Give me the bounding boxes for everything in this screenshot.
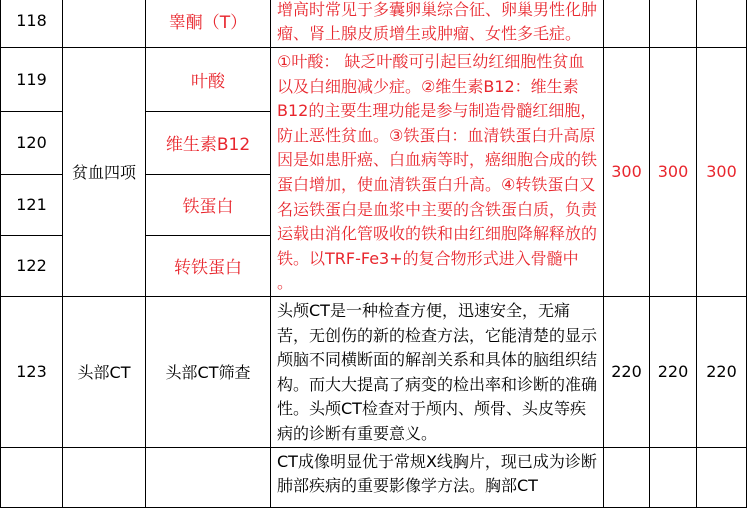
price-1: 220 — [604, 296, 650, 447]
price-2: 300 — [650, 48, 697, 297]
category-cell — [63, 0, 146, 48]
price-2: 220 — [650, 296, 697, 447]
anemia-description: ①叶酸： 缺乏叶酸可引起巨幼红细胞性贫血以及白细胞减少症。②维生素B12：维生素B12的主要生理功能是参与制造骨髓红细胞，防止恶性贫血。③铁蛋白：血清铁蛋白升高原因是如患肝癌、白血病等时，癌细胞合成的铁蛋白增加，使血清铁蛋白升高。④转铁蛋白又名运铁蛋白是血浆中主要的含铁蛋白质，负责运载由消化管吸收的铁和由红细胞降解释放的铁。以TRF-Fe3+的复合物形式进入骨髓中 。 — [271, 48, 604, 297]
item-name: 睾酮（T） — [146, 0, 271, 48]
item-name: 叶酸 — [146, 48, 271, 112]
item-name: 头部CT筛查 — [146, 296, 271, 447]
item-description: 增高时常见于多囊卵巢综合征、卵巢男性化肿瘤、肾上腺皮质增生或肿瘤、女性多毛症。 — [271, 0, 604, 48]
table-row — [1, 447, 747, 507]
table-row — [1, 0, 747, 48]
item-name: 维生素B12 — [146, 112, 271, 174]
row-number: 119 — [1, 48, 63, 112]
table-row — [1, 48, 747, 112]
item-name: 转铁蛋白 — [146, 235, 271, 296]
row-number: 120 — [1, 112, 63, 174]
item-name: 铁蛋白 — [146, 174, 271, 235]
price-3: 300 — [697, 48, 747, 297]
row-number: 123 — [1, 296, 63, 447]
item-description: 头颅CT是一种检查方便，迅速安全，无痛苦，无创伤的新的检查方法，它能清楚的显示颅脑不同横断面的解剖关系和具体的脑组织结构。而大大提高了病变的检出率和诊断的准确性。头颅CT检查对于颅内、颅骨、头皮等疾病的诊断有重要意义。 — [271, 296, 604, 447]
row-number: 121 — [1, 174, 63, 235]
table-row — [1, 296, 747, 447]
row-number: 122 — [1, 235, 63, 296]
row-number: 118 — [1, 0, 63, 48]
item-description: CT成像明显优于常规X线胸片，现已成为诊断肺部疾病的重要影像学方法。胸部CT — [271, 447, 604, 507]
category-head-ct: 头部CT — [63, 296, 146, 447]
price-3: 220 — [697, 296, 747, 447]
category-anemia: 贫血四项 — [63, 48, 146, 297]
price-1: 300 — [604, 48, 650, 297]
